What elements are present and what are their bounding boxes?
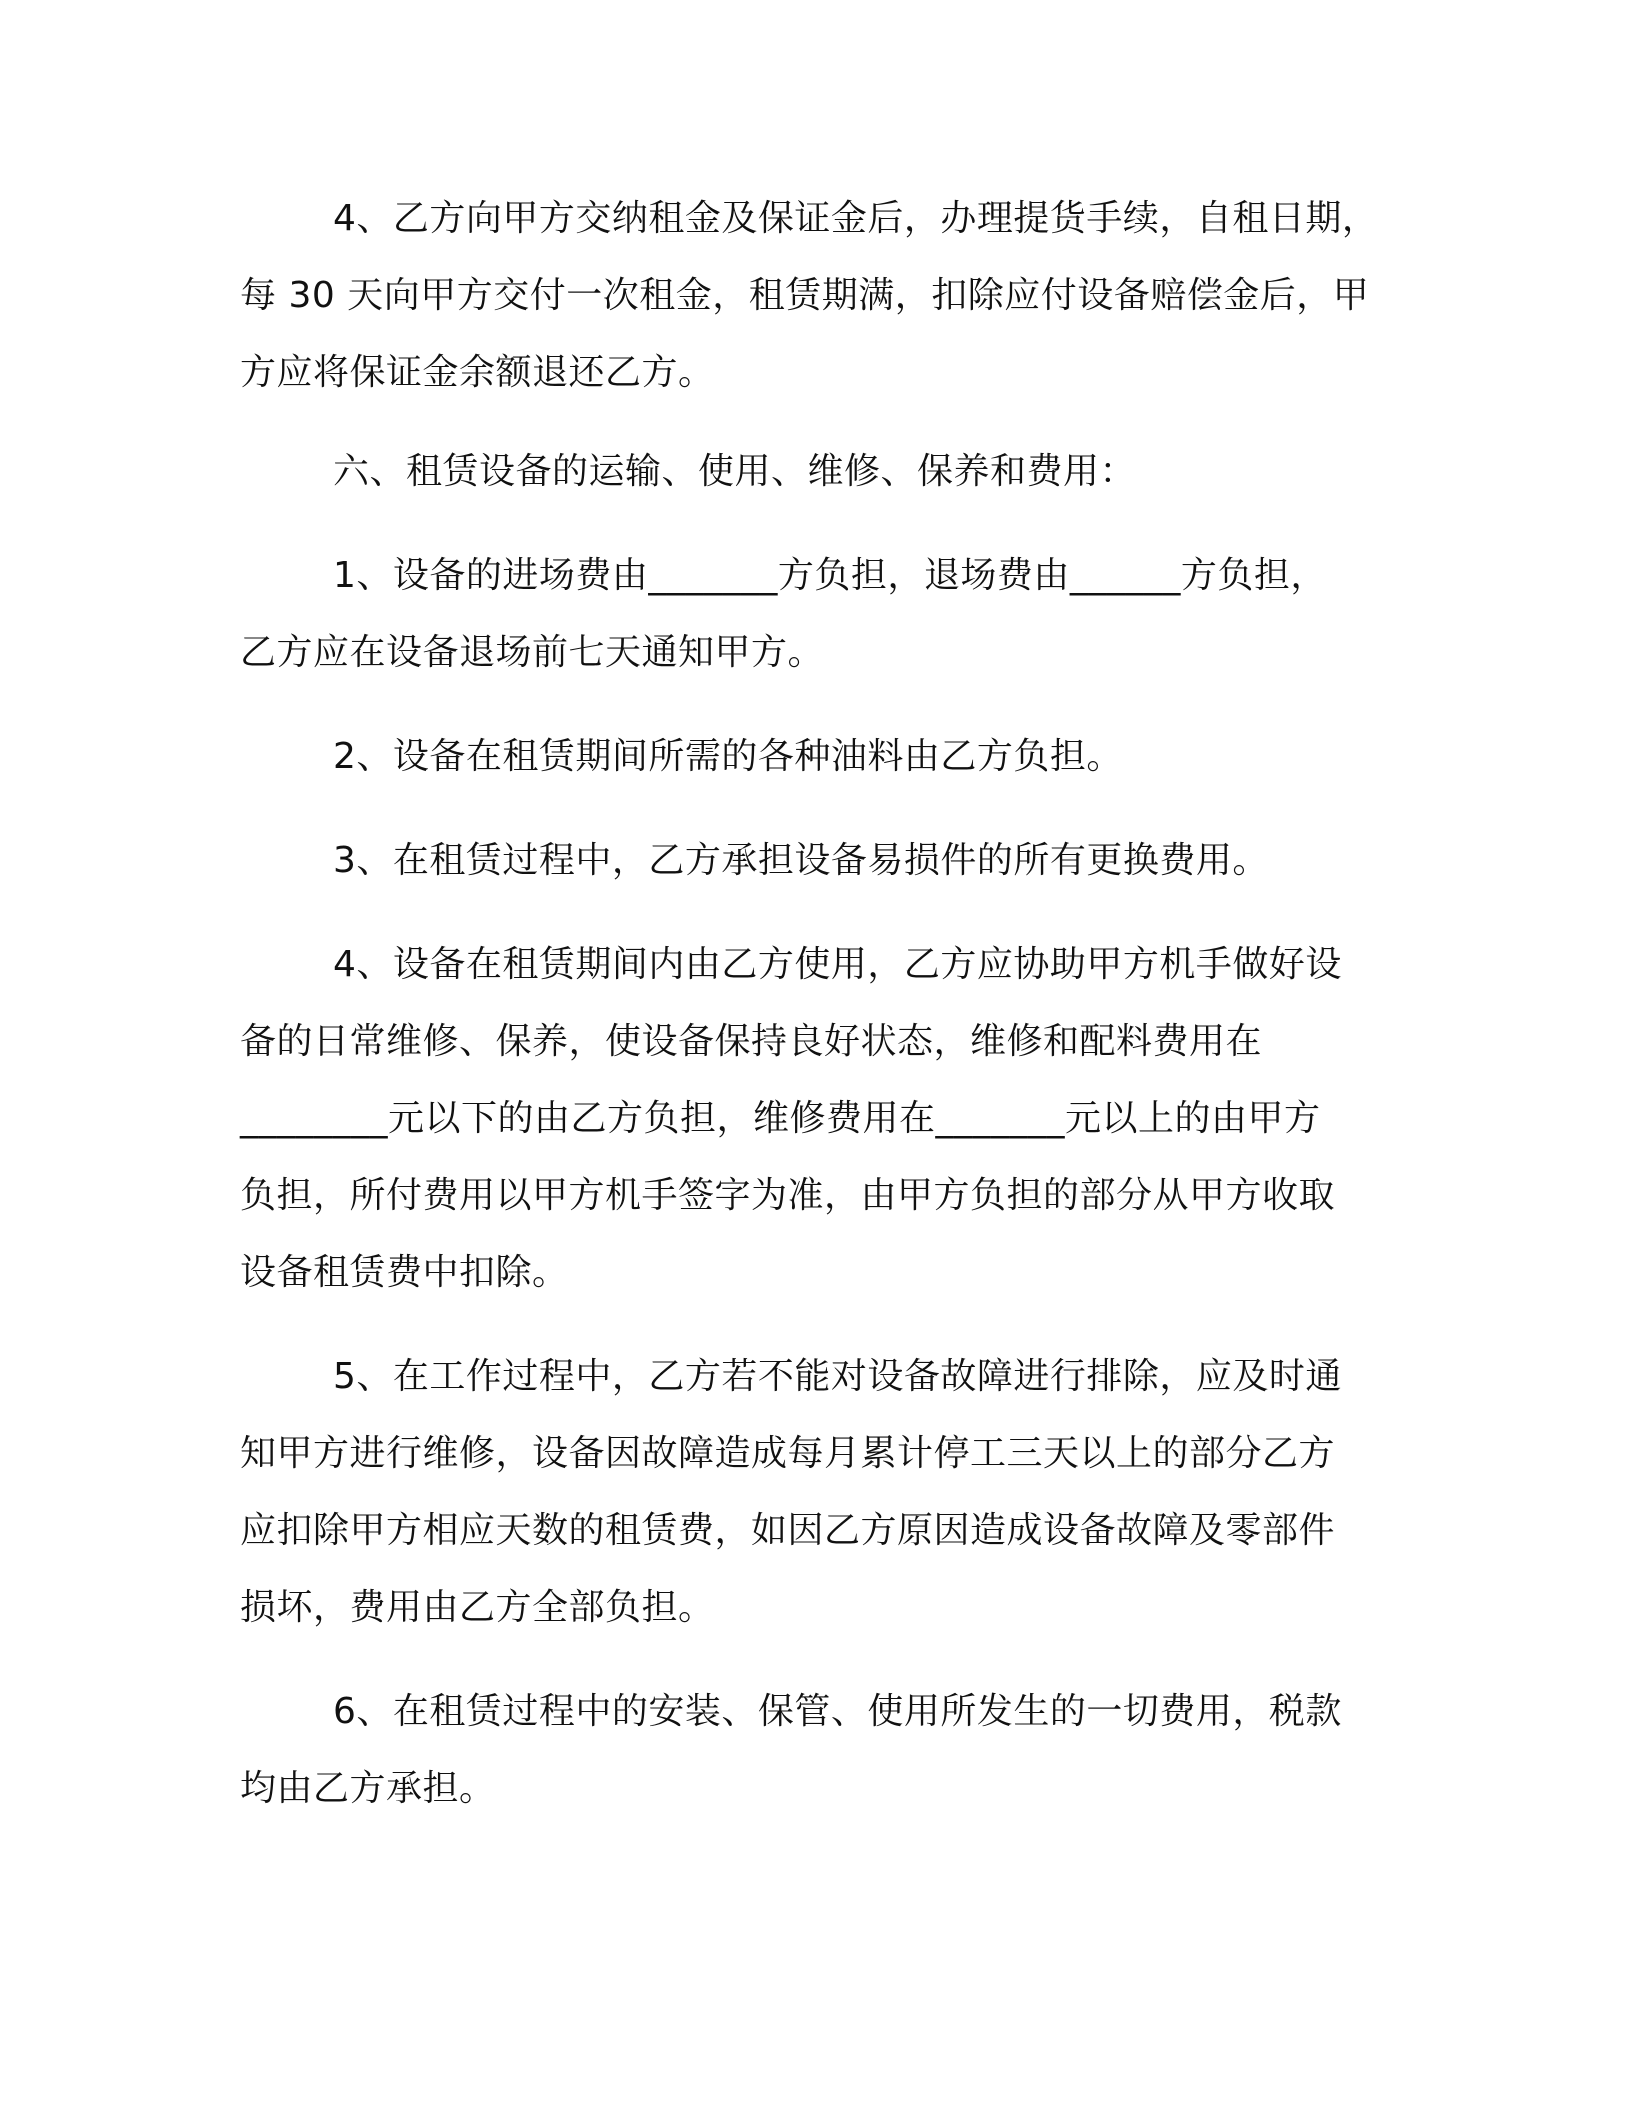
item-1-line-2: 乙方应在设备退场前七天通知甲方。 xyxy=(240,632,825,673)
item-4-line-1: 4、设备在租赁期间内由乙方使用，乙方应协助甲方机手做好设 xyxy=(333,944,1342,985)
item-4-line-5: 设备租赁费中扣除。 xyxy=(240,1252,569,1293)
item-5-line-4: 损坏，费用由乙方全部负担。 xyxy=(240,1587,715,1628)
section-6-heading: 六、租赁设备的运输、使用、维修、保养和费用： xyxy=(333,451,1137,492)
item-1-line-1: 1、设备的进场费由_______方负担，退场费由______方负担， xyxy=(333,555,1327,596)
item-4-line-3: ________元以下的由乙方负担，维修费用在_______元以上的由甲方 xyxy=(240,1098,1321,1139)
item-4-line-4: 负担，所付费用以甲方机手签字为准，由甲方负担的部分从甲方收取 xyxy=(240,1175,1336,1216)
item-2-line-1: 2、设备在租赁期间所需的各种油料由乙方负担。 xyxy=(333,736,1123,777)
item-5-line-1: 5、在工作过程中，乙方若不能对设备故障进行排除，应及时通 xyxy=(333,1356,1342,1397)
item-5-line-3: 应扣除甲方相应天数的租赁费，如因乙方原因造成设备故障及零部件 xyxy=(240,1510,1336,1551)
clause-4-line-2: 每 30 天向甲方交付一次租金，租赁期满，扣除应付设备赔偿金后，甲 xyxy=(240,275,1370,316)
clause-4-line-3: 方应将保证金余额退还乙方。 xyxy=(240,352,715,393)
item-3-line-1: 3、在租赁过程中，乙方承担设备易损件的所有更换费用。 xyxy=(333,840,1269,881)
item-6-line-2: 均由乙方承担。 xyxy=(240,1768,496,1809)
item-4-line-2: 备的日常维修、保养，使设备保持良好状态，维修和配料费用在 xyxy=(240,1021,1263,1062)
clause-4-line-1: 4、乙方向甲方交纳租金及保证金后，办理提货手续，自租日期， xyxy=(333,198,1379,239)
item-5-line-2: 知甲方进行维修，设备因故障造成每月累计停工三天以上的部分乙方 xyxy=(240,1433,1336,1474)
item-6-line-1: 6、在租赁过程中的安装、保管、使用所发生的一切费用，税款 xyxy=(333,1691,1342,1732)
